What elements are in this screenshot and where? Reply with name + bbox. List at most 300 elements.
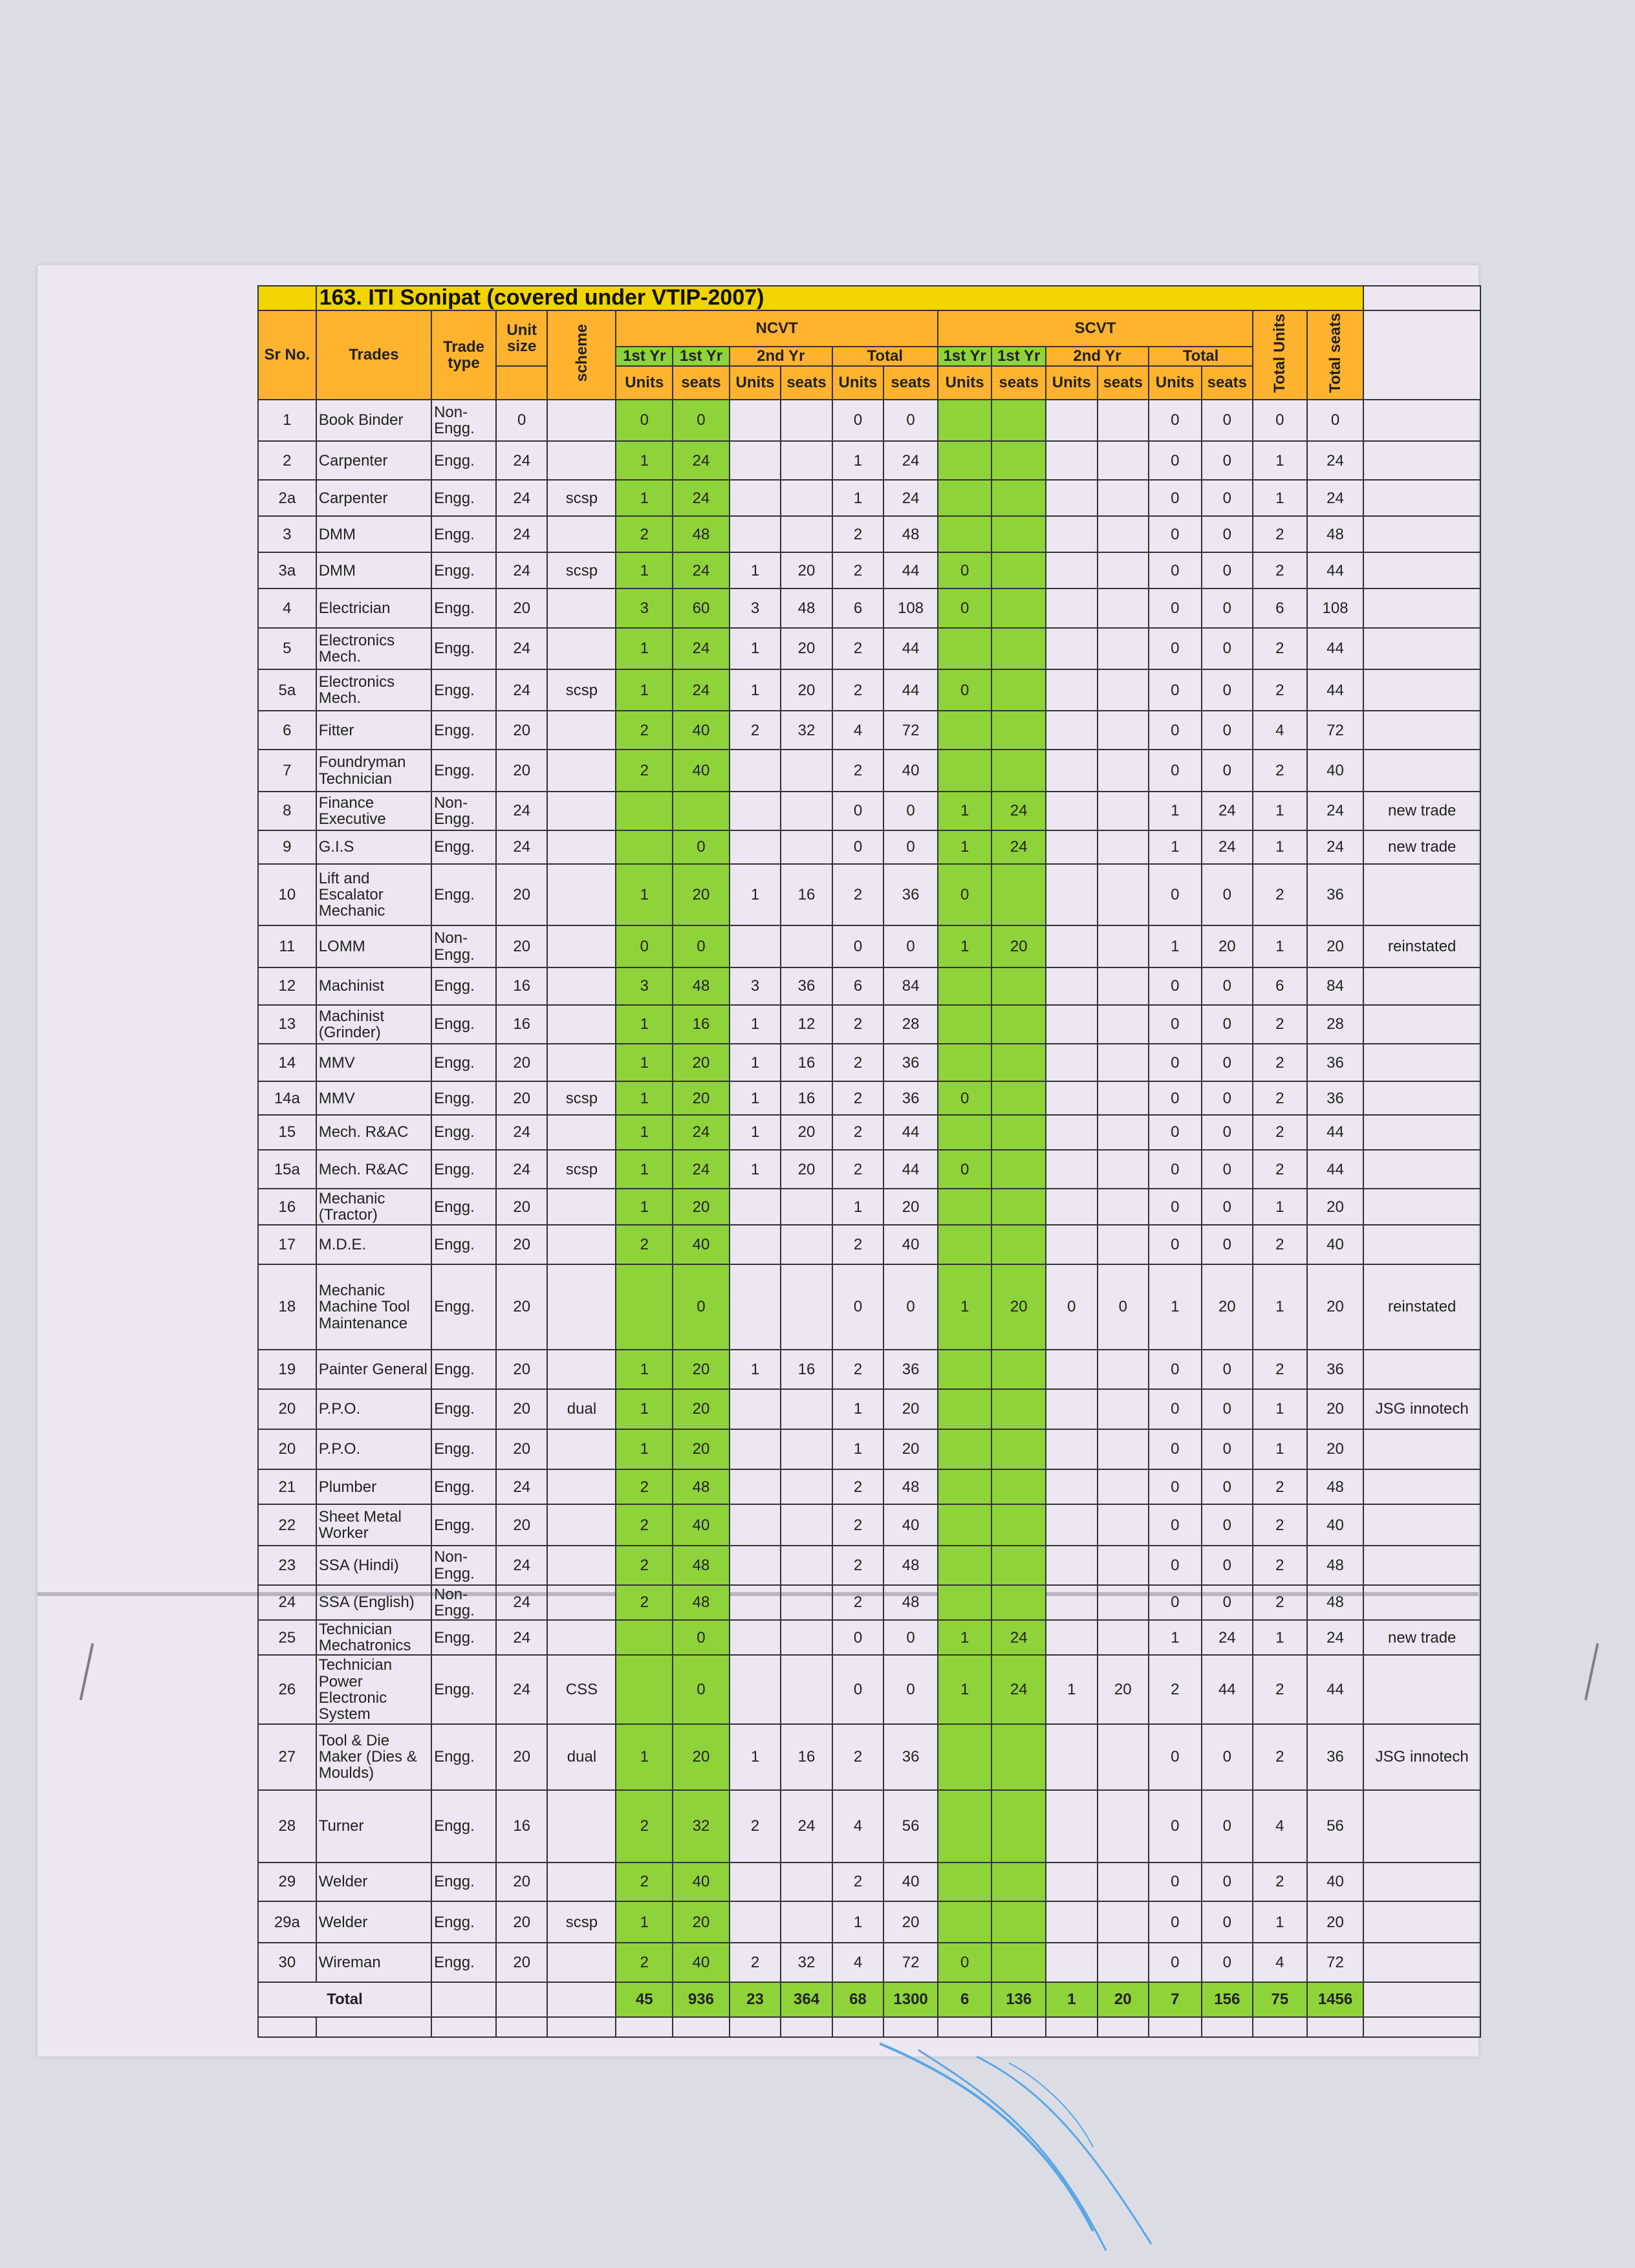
cell-stu: 0 [1149, 1350, 1202, 1388]
cell-tu: 2 [1253, 750, 1307, 791]
cell-ts: 36 [1307, 1044, 1364, 1081]
cell-n1s: 20 [673, 1044, 730, 1081]
cell-ntu: 2 [832, 1863, 884, 1901]
cell-s2s [1098, 1504, 1149, 1546]
cell-tu: 1 [1253, 1901, 1307, 1943]
cell-stu: 0 [1149, 480, 1202, 516]
table-row [258, 1225, 1480, 1264]
empty-cell [991, 2017, 1046, 2037]
cell-scheme [547, 830, 616, 864]
unit-size-sub [496, 366, 548, 400]
empty-cell [1046, 2017, 1098, 2037]
cell-s1s [991, 1044, 1046, 1081]
cell-ts: 48 [1307, 1469, 1364, 1504]
cell-sr: 19 [258, 1350, 316, 1388]
cell-sr: 29a [258, 1901, 316, 1943]
cell-size: 20 [496, 1044, 548, 1081]
table-row [258, 1115, 1480, 1150]
cell-stu: 0 [1149, 1901, 1202, 1943]
cell-remark [1363, 400, 1480, 441]
table-row [258, 925, 1480, 967]
cell-ntu: 1 [832, 1189, 884, 1225]
cell-nts: 44 [883, 1115, 938, 1150]
cell-nts: 44 [883, 552, 938, 589]
cell-n1s: 24 [673, 1150, 730, 1189]
cell-sr: 20 [258, 1389, 316, 1429]
cell-s2s [1098, 1620, 1149, 1655]
cell-s1s [991, 1724, 1046, 1790]
cell-n2s [781, 1469, 832, 1504]
cell-sr: 15 [258, 1115, 316, 1150]
cell-sr: 14 [258, 1044, 316, 1081]
cell-s2u [1046, 1081, 1098, 1115]
cell-scheme [547, 1350, 616, 1388]
cell-s2s [1098, 1350, 1149, 1388]
col-total-units [1253, 310, 1307, 400]
cell-scheme: scsp [547, 480, 616, 516]
cell-trade: Electronics Mech. [316, 628, 431, 669]
cell-tu: 2 [1253, 1044, 1307, 1081]
cell-n1s [673, 792, 730, 830]
cell-sts: 0 [1202, 750, 1253, 791]
cell-ntu: 2 [832, 1469, 884, 1504]
cell-size: 24 [496, 830, 548, 864]
cell-scheme: scsp [547, 1081, 616, 1115]
cell-tu: 2 [1253, 1655, 1307, 1724]
cell-ts: 28 [1307, 1005, 1364, 1044]
table-row [258, 1504, 1480, 1546]
cell-ts: 40 [1307, 1504, 1364, 1546]
cell-nts: 108 [883, 589, 938, 627]
table-row [258, 1264, 1480, 1350]
cell-s1u: 0 [938, 552, 992, 589]
cell-ts: 44 [1307, 1150, 1364, 1189]
cell-scheme: scsp [547, 1150, 616, 1189]
cell-sr: 2 [258, 441, 316, 480]
cell-s2s [1098, 1189, 1149, 1225]
cell-sr: 21 [258, 1469, 316, 1504]
cell-ts: 24 [1307, 480, 1364, 516]
table-row [258, 400, 1480, 441]
cell-s2s [1098, 1429, 1149, 1469]
cell-trade: Tool & Die Maker (Dies & Moulds) [316, 1724, 431, 1790]
cell-trade: Mechanic Machine Tool Maintenance [316, 1264, 431, 1350]
cell-ts: 20 [1307, 925, 1364, 967]
cell-remark [1363, 1189, 1480, 1225]
empty-cell [883, 2017, 938, 2037]
cell-s1s [991, 1863, 1046, 1901]
cell-scheme [547, 1504, 616, 1546]
cell-ts: 108 [1307, 589, 1364, 627]
cell-s1u: 1 [938, 830, 992, 864]
cell-s2s [1098, 711, 1149, 750]
table-row [258, 1429, 1480, 1469]
cell-sr: 4 [258, 589, 316, 627]
cell-ts: 44 [1307, 628, 1364, 669]
cell-n2u: 1 [730, 552, 781, 589]
cell-sts: 0 [1202, 1469, 1253, 1504]
cell-nts: 0 [883, 792, 938, 830]
cell-ntu: 2 [832, 1115, 884, 1150]
cell-s2u [1046, 1901, 1098, 1943]
cell-sr: 17 [258, 1225, 316, 1264]
cell-s2u [1046, 925, 1098, 967]
cell-n2s: 32 [781, 711, 832, 750]
cell-sts: 0 [1202, 1189, 1253, 1225]
cell-n1s: 40 [673, 1225, 730, 1264]
cell-n1u: 2 [616, 750, 673, 791]
ncvt-1-seats-label: seats [673, 366, 730, 400]
cell-s1u: 1 [938, 1264, 992, 1350]
cell-type: Engg. [431, 711, 496, 750]
empty-cell [1098, 2017, 1149, 2037]
cell-s2u [1046, 1469, 1098, 1504]
cell-n2s: 16 [781, 1081, 832, 1115]
cell-n2u [730, 1189, 781, 1225]
cell-size: 20 [496, 589, 548, 627]
cell-ntu: 2 [832, 1350, 884, 1388]
cell-n2s [781, 1655, 832, 1724]
cell-remark: reinstated [1363, 925, 1480, 967]
cell-n1u: 2 [616, 516, 673, 552]
total-empty-cell [431, 1982, 496, 2017]
cell-type: Engg. [431, 589, 496, 627]
cell-nts: 36 [883, 864, 938, 926]
cell-ntu: 2 [832, 864, 884, 926]
cell-s1u [938, 1005, 992, 1044]
cell-remark [1363, 1863, 1480, 1901]
cell-s1s [991, 1504, 1046, 1546]
cell-stu: 0 [1149, 1546, 1202, 1584]
cell-type: Non-Engg. [431, 400, 496, 441]
cell-remark: new trade [1363, 1620, 1480, 1655]
cell-trade: Turner [316, 1790, 431, 1863]
cell-s2u [1046, 1585, 1098, 1620]
cell-size: 24 [496, 792, 548, 830]
cell-sts: 0 [1202, 441, 1253, 480]
cell-n2u [730, 516, 781, 552]
cell-tu: 2 [1253, 669, 1307, 711]
cell-nts: 40 [883, 750, 938, 791]
cell-sts: 24 [1202, 830, 1253, 864]
cell-ntu: 4 [832, 1943, 884, 1982]
cell-n2u: 1 [730, 1350, 781, 1388]
cell-size: 24 [496, 1150, 548, 1189]
cell-ntu: 0 [832, 400, 884, 441]
table-row [258, 1005, 1480, 1044]
cell-type: Engg. [431, 516, 496, 552]
cell-n1u: 1 [616, 1115, 673, 1150]
cell-s1u: 1 [938, 1655, 992, 1724]
cell-sr: 30 [258, 1943, 316, 1982]
scvt-1-seats-label: seats [991, 366, 1046, 400]
cell-ts: 20 [1307, 1264, 1364, 1350]
cell-n1s: 48 [673, 1585, 730, 1620]
empty-cell [616, 2017, 673, 2037]
cell-scheme [547, 1585, 616, 1620]
cell-n1u: 0 [616, 925, 673, 967]
ncvt-t-units-label: Units [832, 366, 884, 400]
cell-nts: 0 [883, 1264, 938, 1350]
cell-type: Engg. [431, 1863, 496, 1901]
cell-type: Engg. [431, 1943, 496, 1982]
table-row [258, 441, 1480, 480]
cell-type: Engg. [431, 1189, 496, 1225]
cell-ntu: 0 [832, 1655, 884, 1724]
cell-type: Engg. [431, 1504, 496, 1546]
cell-ts: 72 [1307, 1943, 1364, 1982]
cell-s2s [1098, 1389, 1149, 1429]
cell-remark [1363, 441, 1480, 480]
cell-sts: 0 [1202, 516, 1253, 552]
cell-scheme: scsp [547, 1901, 616, 1943]
cell-type: Engg. [431, 480, 496, 516]
cell-s1s [991, 516, 1046, 552]
cell-sr: 3a [258, 552, 316, 589]
cell-sr: 16 [258, 1189, 316, 1225]
cell-ts: 44 [1307, 1655, 1364, 1724]
cell-n2u: 1 [730, 864, 781, 926]
cell-remark [1363, 1655, 1480, 1724]
cell-s1u: 0 [938, 1081, 992, 1115]
cell-sr: 14a [258, 1081, 316, 1115]
cell-remark [1363, 1005, 1480, 1044]
cell-stu: 0 [1149, 1943, 1202, 1982]
cell-type: Engg. [431, 1044, 496, 1081]
cell-tu: 4 [1253, 711, 1307, 750]
cell-s1s [991, 1429, 1046, 1469]
cell-sr: 7 [258, 750, 316, 791]
cell-nts: 40 [883, 1225, 938, 1264]
cell-stu: 0 [1149, 669, 1202, 711]
total-s2u: 1 [1046, 1982, 1098, 2017]
cell-s1s [991, 1189, 1046, 1225]
cell-s2s [1098, 1115, 1149, 1150]
cell-n1u: 2 [616, 1943, 673, 1982]
cell-remark [1363, 1044, 1480, 1081]
cell-stu: 1 [1149, 1620, 1202, 1655]
col-trades: Trades [316, 310, 431, 400]
cell-nts: 36 [883, 1724, 938, 1790]
cell-n1s: 20 [673, 864, 730, 926]
cell-stu: 0 [1149, 552, 1202, 589]
cell-stu: 1 [1149, 792, 1202, 830]
cell-n1u: 1 [616, 1429, 673, 1469]
cell-nts: 36 [883, 1044, 938, 1081]
cell-tu: 2 [1253, 1081, 1307, 1115]
cell-trade: Machinist (Grinder) [316, 1005, 431, 1044]
cell-tu: 2 [1253, 1585, 1307, 1620]
cell-ts: 44 [1307, 669, 1364, 711]
cell-s2s [1098, 864, 1149, 926]
cell-size: 20 [496, 1504, 548, 1546]
cell-trade: Wireman [316, 1943, 431, 1982]
scvt-group: SCVT [938, 310, 1253, 347]
cell-s1u: 0 [938, 1150, 992, 1189]
table-title: 163. ITI Sonipat (covered under VTIP-2007) [316, 286, 1364, 310]
cell-sts: 0 [1202, 1389, 1253, 1429]
cell-n2u [730, 1264, 781, 1350]
cell-scheme [547, 628, 616, 669]
cell-sr: 8 [258, 792, 316, 830]
cell-s1s [991, 1943, 1046, 1982]
cell-s1s [991, 967, 1046, 1005]
cell-n1u: 1 [616, 1044, 673, 1081]
cell-s1u [938, 1901, 992, 1943]
cell-n1u: 3 [616, 967, 673, 1005]
cell-n1s: 48 [673, 967, 730, 1005]
cell-ts: 36 [1307, 864, 1364, 926]
cell-n2s [781, 1389, 832, 1429]
col-unit-size: Unit size [496, 310, 548, 366]
cell-ts: 40 [1307, 750, 1364, 791]
title-spare-cell [1363, 286, 1480, 310]
cell-n1s: 60 [673, 589, 730, 627]
total-n2u: 23 [730, 1982, 781, 2017]
cell-n2u: 1 [730, 1150, 781, 1189]
cell-tu: 1 [1253, 830, 1307, 864]
table-row [258, 1943, 1480, 1982]
cell-size: 20 [496, 1350, 548, 1388]
cell-s1s [991, 552, 1046, 589]
scvt-2nd-yr-hdr: 2nd Yr [1046, 347, 1149, 366]
cell-stu: 0 [1149, 1429, 1202, 1469]
cell-n2u: 2 [730, 711, 781, 750]
cell-s1s [991, 480, 1046, 516]
cell-s1u [938, 441, 992, 480]
cell-n1s: 20 [673, 1081, 730, 1115]
cell-tu: 4 [1253, 1943, 1307, 1982]
cell-n1u: 1 [616, 480, 673, 516]
cell-n1s: 40 [673, 1943, 730, 1982]
cell-ntu: 2 [832, 1225, 884, 1264]
cell-s1u [938, 711, 992, 750]
cell-trade: Welder [316, 1901, 431, 1943]
cell-stu: 1 [1149, 1264, 1202, 1350]
cell-ts: 20 [1307, 1389, 1364, 1429]
cell-tu: 1 [1253, 1389, 1307, 1429]
empty-cell [730, 2017, 781, 2037]
cell-scheme [547, 1005, 616, 1044]
cell-trade: Finance Executive [316, 792, 431, 830]
cell-sr: 3 [258, 516, 316, 552]
cell-s1u [938, 516, 992, 552]
cell-sr: 18 [258, 1264, 316, 1350]
cell-stu: 0 [1149, 1189, 1202, 1225]
total-row [258, 1982, 1480, 2017]
trade-seat-table [257, 285, 1481, 2038]
cell-s2s [1098, 1901, 1149, 1943]
cell-type: Non-Engg. [431, 1546, 496, 1584]
cell-size: 24 [496, 1469, 548, 1504]
cell-sr: 5 [258, 628, 316, 669]
cell-s1u: 1 [938, 792, 992, 830]
cell-s2u [1046, 1546, 1098, 1584]
cell-n1u: 1 [616, 552, 673, 589]
cell-remark [1363, 1943, 1480, 1982]
cell-remark [1363, 669, 1480, 711]
cell-size: 16 [496, 967, 548, 1005]
cell-nts: 0 [883, 400, 938, 441]
cell-nts: 44 [883, 628, 938, 669]
cell-type: Non-Engg. [431, 792, 496, 830]
cell-n2s [781, 1585, 832, 1620]
empty-cell [496, 2017, 548, 2037]
cell-ts: 44 [1307, 1115, 1364, 1150]
cell-ntu: 1 [832, 1429, 884, 1469]
pen-scribble [880, 2037, 1164, 2251]
cell-n1s: 40 [673, 1504, 730, 1546]
cell-n2u [730, 1389, 781, 1429]
cell-n2s: 36 [781, 967, 832, 1005]
table-row [258, 516, 1480, 552]
cell-tu: 1 [1253, 1429, 1307, 1469]
cell-ts: 48 [1307, 1585, 1364, 1620]
cell-s2s [1098, 1585, 1149, 1620]
cell-n2u: 3 [730, 589, 781, 627]
cell-s2u [1046, 830, 1098, 864]
cell-s2u [1046, 552, 1098, 589]
cell-n2s [781, 1546, 832, 1584]
cell-ts: 20 [1307, 1901, 1364, 1943]
cell-ntu: 2 [832, 516, 884, 552]
cell-size: 20 [496, 1264, 548, 1350]
cell-stu: 0 [1149, 628, 1202, 669]
scvt-1-units-label: Units [938, 366, 992, 400]
cell-stu: 0 [1149, 967, 1202, 1005]
cell-n2s: 20 [781, 628, 832, 669]
cell-remark [1363, 1225, 1480, 1264]
cell-trade: G.I.S [316, 830, 431, 864]
cell-s1u [938, 1350, 992, 1388]
cell-remark: new trade [1363, 792, 1480, 830]
cell-trade: Painter General [316, 1350, 431, 1388]
cell-sts: 0 [1202, 1863, 1253, 1901]
cell-size: 20 [496, 1081, 548, 1115]
cell-n2s: 16 [781, 1724, 832, 1790]
cell-stu: 0 [1149, 1469, 1202, 1504]
cell-sts: 0 [1202, 1350, 1253, 1388]
cell-s1s [991, 750, 1046, 791]
cell-n2u [730, 1469, 781, 1504]
cell-nts: 24 [883, 480, 938, 516]
cell-s1s: 24 [991, 1620, 1046, 1655]
cell-sr: 28 [258, 1790, 316, 1863]
table-row [258, 1863, 1480, 1901]
cell-sts: 0 [1202, 669, 1253, 711]
cell-s1s: 24 [991, 830, 1046, 864]
cell-type: Non-Engg. [431, 1585, 496, 1620]
cell-scheme [547, 1943, 616, 1982]
cell-s2u [1046, 1350, 1098, 1388]
cell-scheme [547, 967, 616, 1005]
cell-scheme [547, 441, 616, 480]
table-row [258, 1189, 1480, 1225]
cell-s2u [1046, 792, 1098, 830]
cell-tu: 1 [1253, 925, 1307, 967]
cell-sr: 2a [258, 480, 316, 516]
cell-s2s [1098, 925, 1149, 967]
cell-size: 24 [496, 669, 548, 711]
cell-s2s [1098, 480, 1149, 516]
cell-ntu: 1 [832, 480, 884, 516]
cell-remark [1363, 1901, 1480, 1943]
cell-s2s [1098, 750, 1149, 791]
cell-n2s: 16 [781, 1350, 832, 1388]
ncvt-1st-yr-seats-hdr: 1st Yr [673, 347, 730, 366]
cell-trade: Machinist [316, 967, 431, 1005]
cell-n1u: 1 [616, 1389, 673, 1429]
